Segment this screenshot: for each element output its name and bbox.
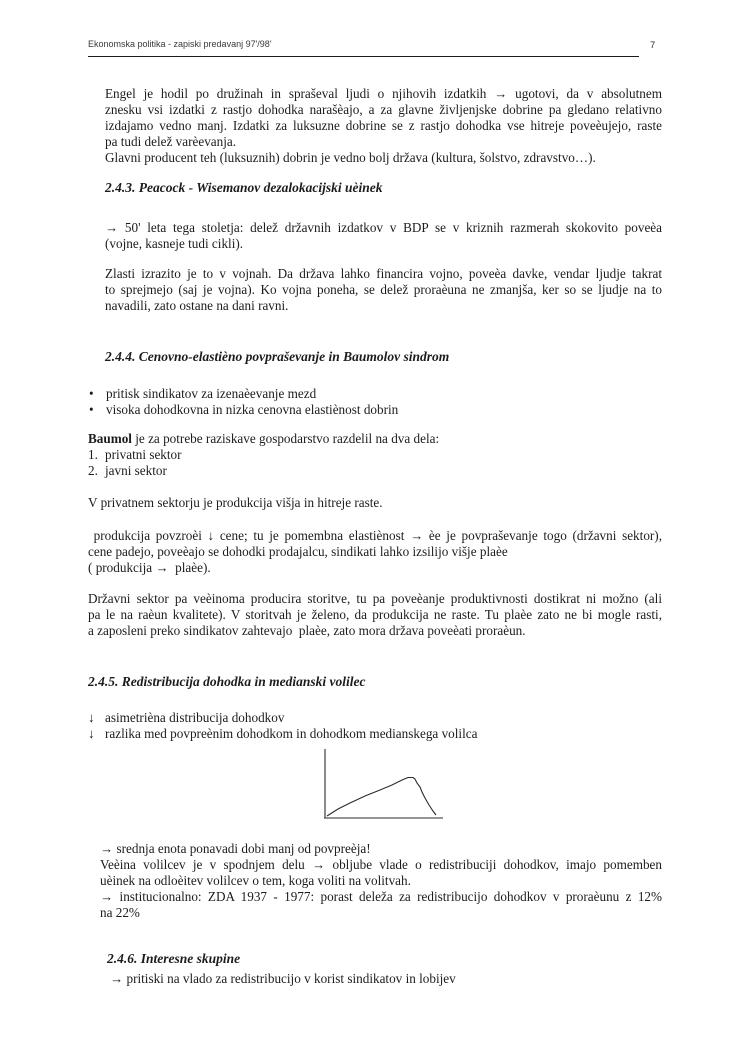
text-line: pa le na raèun kvalitete). V storitvah je želeno, da produkcija ne raste. Tu plaèe zato ne bi mogle rasti, <box>88 607 662 622</box>
bullet-list <box>89 386 662 418</box>
text-line: → srednja enota ponavadi dobi manj od povpreèja! <box>100 841 371 856</box>
bullet-text: pritisk sindikatov za izenaèevanje mezd <box>106 386 317 401</box>
arrow-item <box>88 726 662 742</box>
bullet-icon: • <box>89 386 94 401</box>
down-arrow-icon: ↓ <box>88 710 95 725</box>
text-line: znesku vsi izdatki z rastjo dohodka narašèajo, a za glavne življenjske dobrine pa gledano relativno <box>105 102 662 117</box>
text-line: na 22% <box>100 905 140 920</box>
text-line: Zlasti izrazito je to v vojnah. Da država lahko financira vojno, poveèa davke, vendar ljudje takrat <box>105 266 662 281</box>
text-line: Engel je hodil po družinah in spraševal ljudi o njihovih izdatkih → ugotovi, da v absolutnem <box>105 86 662 101</box>
paragraph-drzavni <box>88 591 662 639</box>
bullet-icon: • <box>89 402 94 417</box>
paragraph-privatni: V privatnem sektorju je produkcija višja in hitreje raste. <box>88 495 383 510</box>
baumol-rest: je za potrebe raziskave gospodarstvo razdelil na dva dela: <box>131 431 440 446</box>
text-line: → 50' leta tega stoletja: delež državnih izdatkov v BDP se v kriznih razmerah skokovito poveèa <box>105 220 662 235</box>
bullet-text: visoka dohodkovna in nizka cenovna elastiènost dobrin <box>106 402 399 417</box>
text-line: Veèina volilcev je v spodnjem delu → obljube vlade o redistribuciji dohodkov, imajo pomemben <box>100 857 662 872</box>
item-number: 1. <box>88 447 98 462</box>
baumol-bold: Baumol <box>88 431 132 446</box>
paragraph-baumol <box>88 431 662 479</box>
paragraph-50-leta <box>105 220 662 252</box>
paragraph-pritiski: → pritiski na vlado za redistribucijo v korist sindikatov in lobijev <box>110 971 456 986</box>
bullet-item <box>89 386 662 402</box>
bullet-item <box>89 402 662 418</box>
heading-2-4-3: 2.4.3. Peacock - Wisemanov dezalokacijski uèinek <box>105 180 383 195</box>
text-line: a zaposleni preko sindikatov zahtevajo plaèe, zato mora država poveèati proraèun. <box>88 623 526 638</box>
text-line: navadili, zato ostane na dani ravni. <box>105 298 289 313</box>
distribution-curve <box>327 778 436 817</box>
paragraph-srednja <box>100 841 662 921</box>
text-line: (vojne, kasneje tudi cikli). <box>105 236 244 251</box>
income-distribution-figure <box>320 745 450 822</box>
text-line: to sprejmejo (saj je vojna). Ko vojna poneha, se delež proraèuna ne zmanjša, ker so se ljudje na to <box>105 282 662 297</box>
down-arrow-list <box>88 710 662 742</box>
arrow-item <box>88 710 662 726</box>
paragraph-zlasti <box>105 266 662 314</box>
item-text: javni sektor <box>105 463 167 478</box>
page-number: 7 <box>650 40 656 51</box>
down-arrow-icon: ↓ <box>88 726 95 741</box>
heading-2-4-6: 2.4.6. Interesne skupine <box>107 951 241 966</box>
item-text: privatni sektor <box>105 447 182 462</box>
text-line: pa tudi delež varèevanja. <box>105 134 237 149</box>
text-line: cene padejo, poveèajo se dohodki prodajalcu, sindikati lahko izsilijo višje plaèe <box>88 544 508 559</box>
text-line: → institucionalno: ZDA 1937 - 1977: porast deleža za redistribucijo dohodkov v proraèunu z 12% <box>100 889 662 904</box>
text-line: Glavni producent teh (luksuznih) dobrin je vedno bolj država (kultura, šolstvo, zdravstvo…). <box>105 150 596 165</box>
running-header: Ekonomska politika - zapiski predavanj 97'/98' <box>88 39 272 49</box>
text-line: izdajamo vedno manj. Izdatki za luksuzne dobrine se z rastjo dohodka vse hitreje poveèujejo, raste <box>105 118 662 133</box>
heading-2-4-5: 2.4.5. Redistribucija dohodka in medianski volilec <box>88 674 366 689</box>
heading-2-4-4: 2.4.4. Cenovno-elastièno povpraševanje in Baumolov sindrom <box>105 349 450 364</box>
text-line <box>88 431 662 447</box>
header-rule <box>88 56 639 57</box>
text-line: produkcija povzroèi ↓ cene; tu je pomembna elastiènost → èe je povpraševanje togo (državni sektor), <box>88 528 662 543</box>
text-line: ( produkcija → plaèe). <box>88 560 211 575</box>
arrow-item-text: razlika med povpreènim dohodkom in dohodkom medianskega volilca <box>105 726 478 741</box>
text-line: uèinek na odloèitev volilcev o tem, koga voliti na volitvah. <box>100 873 411 888</box>
paragraph-engel <box>105 86 662 166</box>
item-number: 2. <box>88 463 98 478</box>
arrow-item-text: asimetrièna distribucija dohodkov <box>105 710 285 725</box>
paragraph-produkcija <box>88 528 662 576</box>
numbered-item <box>88 447 662 463</box>
text-line: Državni sektor pa veèinoma producira storitve, tu pa poveèanje produktivnosti dostikrat ni možno (ali <box>88 591 662 606</box>
numbered-item <box>88 463 662 479</box>
